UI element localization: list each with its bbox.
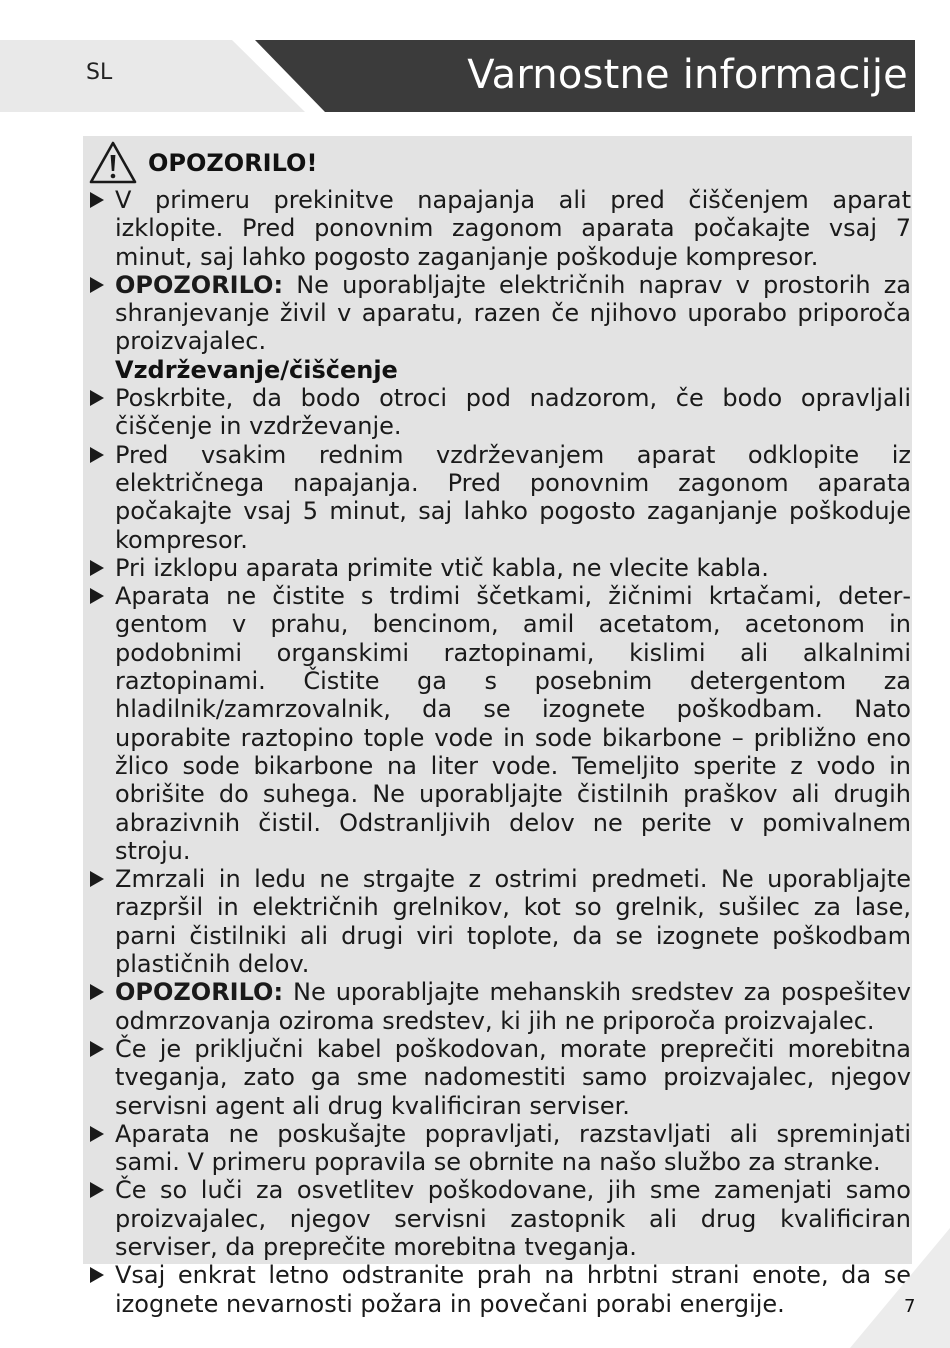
triangle-right-icon (90, 1182, 104, 1198)
language-code: SL (86, 60, 113, 85)
item-text: Če je priključni kabel poškodovan, morate preprečiti morebitna tveganja, zato ga sme nadomestiti samo proizvajalec, njegov servisni agent ali drug kvalificiran serviser. (115, 1034, 911, 1120)
triangle-right-icon (90, 1267, 104, 1283)
warning-triangle-icon (88, 140, 138, 186)
triangle-right-icon (90, 390, 104, 406)
triangle-right-icon (90, 1126, 104, 1142)
list-item (88, 384, 911, 441)
item-text: Pred vsakim rednim vzdrževanjem aparat odklopite iz električnega napajanja. Pred ponovnim zagonom aparata počakajte vsaj 5 minut, saj lahko pogosto zaganjanje poškoduje kompresor. (115, 440, 911, 554)
item-text: Poskrbite, da bodo otroci pod nadzorom, če bodo opravljali čiščenje in vzdrževanje. (115, 384, 911, 441)
triangle-right-icon (90, 192, 104, 208)
page-title: Varnostne informacije (467, 52, 908, 98)
list-item (88, 1176, 911, 1261)
triangle-right-icon (90, 560, 104, 576)
item-text: Če so luči za osvetlitev poškodovane, jih sme zamenjati samo proizvajalec, njegov servisni zastopnik ali drug kvalificiran serviser, da preprečite morebitna tveganja. (115, 1176, 911, 1261)
list-item (88, 1120, 911, 1177)
section-heading: Vzdrževanje/čiščenje (115, 355, 398, 384)
list-item (88, 865, 911, 978)
triangle-right-icon (90, 588, 104, 604)
item-text: Pri izklopu aparata primite vtič kabla, ne vlecite kabla. (115, 553, 769, 582)
item-text: Zmrzali in ledu ne strgajte z ostrimi predmeti. Ne uporabljajte razpršil in električnih grelnikov, kot so grelnik, sušilec za lase, parni čistilniki ali drugi viri toplote, da se izognete poškodbam plastičnih delov. (115, 865, 911, 979)
item-text: Vsaj enkrat letno odstranite prah na hrbtni strani enote, da se izognete nevarnosti požara in povečani porabi energije. (115, 1261, 911, 1318)
warning-label: OPOZORILO: (115, 270, 284, 299)
triangle-right-icon (90, 447, 104, 463)
item-text: V primeru prekinitve napajanja ali pred čiščenjem aparat izklopite. Pred ponovnim zagonom aparata počakajte vsaj 7 minut, saj lahko pogosto zaganjanje poškoduje kompresor. (115, 186, 911, 271)
list-item (88, 978, 911, 1035)
list-item (88, 554, 911, 582)
list-item (88, 1035, 911, 1120)
list-item (88, 1261, 911, 1318)
item-text: Ne uporabljajte električnih naprav v prostorih za shranjevanje živil v aparatu, razen če njihovo uporabo priporoča proizvajalec. (115, 270, 911, 356)
list-item (88, 271, 911, 356)
page-corner-decoration (850, 1228, 950, 1348)
warning-label: OPOZORILO: (115, 978, 284, 1007)
triangle-right-icon (90, 984, 104, 1000)
list-item (88, 441, 911, 554)
page-number: 7 (904, 1296, 916, 1317)
list-item (88, 582, 911, 865)
item-text: Ne uporabljajte mehanskih sredstev za pospešitev odmrzovanja oziroma sredstev, ki jih ne priporoča proizvajalec. (115, 978, 911, 1035)
triangle-right-icon (90, 1041, 104, 1057)
warning-title: OPOZORILO! (148, 149, 318, 177)
safety-list (88, 186, 911, 1318)
triangle-right-icon (90, 277, 104, 293)
item-text: Aparata ne poskušajte popravljati, razstavljati ali spreminjati sami. V primeru popravila se obrnite na našo službo za stranke. (115, 1119, 911, 1177)
list-item (88, 186, 911, 271)
warning-heading (88, 140, 317, 186)
triangle-right-icon (90, 871, 104, 887)
item-text: Aparata ne čistite s trdimi ščetkami, žičnimi krtačami, detergentom v prahu, bencinom, amil acetatom, acetonom in podobnimi organskimi raztopinami, kislimi ali alkalnimi raztopinami. Čistite ga s posebnim detergentom za hladilnik/zamrzovalnik, da se izognete poškodbam. Nato uporabite raztopino tople vode in sode bikarbone – približno eno žlico sode bikarbone na liter vode. Temeljito sperite z vodo in obrišite do suhega. Ne uporabljajte čistilnih praškov ali drugih abrazivnih čistil. Odstranljivih delov ne perite v pomivalnem stroju. (115, 582, 911, 865)
